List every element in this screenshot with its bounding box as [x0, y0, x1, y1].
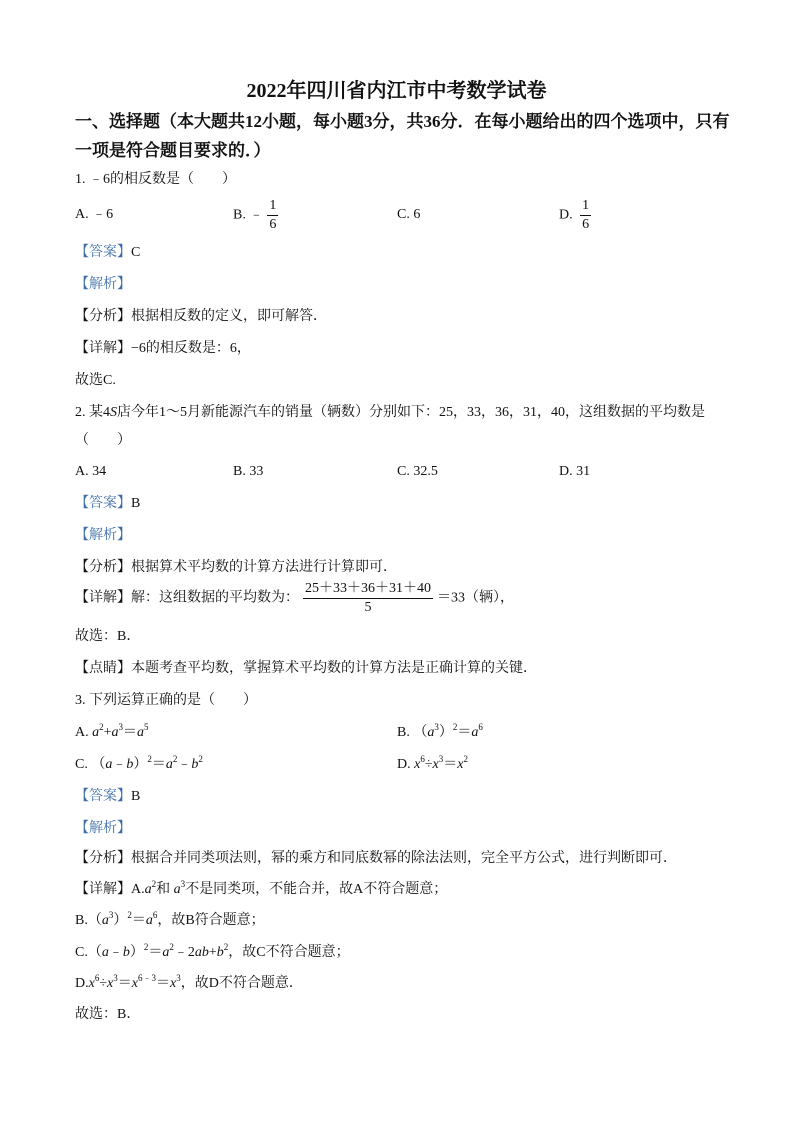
text: A.: [75, 725, 93, 740]
text-line: [75, 819, 131, 839]
text: 3. 下列运算正确的是（ ）: [75, 693, 257, 708]
fraction: [303, 580, 433, 617]
text: ﹣: [177, 757, 192, 772]
text-line: [75, 558, 397, 578]
fraction-numerator: 1: [580, 197, 591, 216]
exponent: 2: [99, 722, 104, 732]
text-line: [75, 403, 705, 423]
exponent: 2: [143, 942, 149, 952]
text: C. （: [75, 757, 106, 772]
text: ﹣2: [173, 945, 195, 960]
text-line: [75, 880, 447, 900]
math-variable: b: [191, 757, 199, 772]
math-variable: b: [216, 945, 224, 960]
text-line: [75, 787, 140, 807]
exponent: 2: [169, 942, 174, 952]
text: ＝: [457, 725, 472, 740]
math-variable: a: [162, 945, 170, 960]
text: ﹣: [112, 757, 127, 772]
section-heading-line-2: 一项是符合题目要求的．）: [75, 141, 271, 160]
answer-option: [397, 462, 438, 482]
exponent: 2: [463, 754, 468, 764]
math-variable: x: [457, 757, 464, 772]
section-heading-line-1: 一、选择题（本大题共12小题，每小题3分，共36分．在每小题给出的四个选项中，只有: [75, 112, 730, 131]
math-variable: a: [173, 882, 181, 897]
text: B.（: [75, 913, 102, 928]
text: +: [103, 725, 112, 740]
math-variable: a: [105, 757, 113, 772]
section-label: 【答案】: [75, 245, 131, 260]
math-variable: ab: [194, 945, 209, 960]
exponent: 2: [172, 754, 178, 764]
text: 【详解】A.: [75, 882, 145, 897]
text-line: [75, 526, 131, 546]
text: A. ﹣6: [75, 207, 114, 222]
text: ）: [129, 945, 144, 960]
math-variable: a: [144, 882, 152, 897]
answer-option: [233, 462, 263, 482]
text: ＝: [443, 757, 458, 772]
text: ＝: [123, 725, 138, 740]
text-line: [75, 1005, 140, 1025]
text: D.: [397, 757, 415, 772]
text: ＝: [151, 757, 166, 772]
text: 【分析】根据相反数的定义，即可解答．: [75, 309, 327, 324]
text: C. 6: [397, 207, 421, 222]
math-variable: b: [126, 757, 134, 772]
text: 不是同类项，不能合并，故A不符合题意；: [185, 882, 448, 897]
text-line: [75, 580, 514, 617]
text-line: [75, 849, 677, 869]
exponent: 3: [118, 722, 124, 732]
text: 【点睛】本题考查平均数，掌握算术平均数的计算方法是正确计算的关键．: [75, 661, 537, 676]
exponent: 3: [180, 879, 186, 889]
section-label: 【答案】: [75, 789, 131, 804]
exponent: 2: [452, 722, 458, 732]
text: A. 34: [75, 464, 107, 479]
fraction-numerator: 25＋33＋36＋31＋40: [303, 580, 433, 599]
text: B: [131, 496, 141, 511]
text: D.: [75, 976, 89, 991]
section-label: 【解析】: [75, 821, 131, 836]
math-variable: a: [101, 945, 109, 960]
text: ÷: [424, 757, 433, 772]
text-line: [75, 627, 140, 647]
text-line: [75, 371, 116, 391]
text: ＝: [131, 913, 146, 928]
math-variable: a: [427, 725, 435, 740]
fraction-denominator: 5: [364, 600, 372, 615]
text-line: [75, 275, 131, 295]
math-variable: x: [107, 976, 114, 991]
math-variable: a: [92, 725, 100, 740]
section-label: 【解析】: [75, 528, 131, 543]
math-variable: x: [131, 976, 138, 991]
exponent: 3: [176, 973, 181, 983]
text-line: [75, 943, 350, 963]
exponent: 3: [108, 910, 114, 920]
text: 1. ﹣6的相反数是（ ）: [75, 172, 236, 187]
text: ÷: [99, 976, 108, 991]
text: 故选：B．: [75, 1007, 141, 1022]
text: ＝33（辆），: [437, 590, 514, 606]
fraction-denominator: 6: [582, 217, 590, 232]
text: 2. 某4: [75, 405, 110, 420]
exponent: 6﹣3: [137, 973, 156, 983]
text: ，故D不符合题意．: [180, 976, 303, 991]
math-variable: a: [145, 913, 153, 928]
text: ）: [438, 725, 453, 740]
answer-option: [75, 462, 106, 482]
math-variable: x: [432, 757, 439, 772]
exponent: 5: [144, 722, 149, 732]
answer-option: [559, 197, 595, 234]
text: +: [208, 945, 217, 960]
exponent: 6: [420, 754, 425, 764]
text: 【详解】解：这组数据的平均数为：: [75, 590, 299, 606]
text-line: [75, 339, 251, 359]
text: （ ）: [75, 433, 131, 448]
fraction-numerator: 1: [267, 197, 278, 216]
text: ＝: [117, 976, 132, 991]
text: ，故C不符合题意；: [228, 945, 350, 960]
fraction-denominator: 6: [269, 217, 277, 232]
math-variable: a: [137, 725, 145, 740]
answer-option: [559, 462, 590, 482]
section-label: 【解析】: [75, 277, 131, 292]
exponent: 2: [127, 910, 132, 920]
exponent: 2: [198, 754, 203, 764]
math-variable: a: [111, 725, 119, 740]
text: ﹣: [108, 945, 123, 960]
text: 【分析】根据合并同类项法则，幂的乘方和同底数幂的除法法则，完全平方公式，进行判断即可．: [75, 851, 677, 866]
exponent: 6: [152, 910, 158, 920]
section-label: 【答案】: [75, 496, 131, 511]
text-line: [75, 911, 265, 931]
exponent: 6: [478, 722, 483, 732]
math-variable: b: [122, 945, 130, 960]
exponent: 3: [434, 722, 439, 732]
math-variable: a: [165, 757, 173, 772]
text-line: [75, 170, 236, 190]
page-title: 2022年四川省内江市中考数学试卷: [246, 80, 547, 102]
text-line: [75, 659, 537, 679]
exponent: 3: [113, 973, 118, 983]
fraction: [267, 197, 278, 234]
text: 和: [156, 882, 174, 897]
text: 店今年1～5月新能源汽车的销量（辆数）分别如下：25，33，36，31，40，这组数据的平均数是: [117, 405, 705, 420]
text-line: [75, 691, 257, 711]
text: C: [131, 245, 141, 260]
exponent: 2: [223, 942, 229, 952]
text: B. ﹣: [233, 207, 264, 223]
text-line: [75, 494, 140, 514]
text: 故选C.: [75, 373, 116, 388]
answer-option: [75, 723, 149, 743]
text: C.（: [75, 945, 102, 960]
text-line: [75, 974, 303, 994]
math-variable: x: [169, 976, 177, 991]
text: ＝: [148, 945, 163, 960]
answer-option: [397, 723, 483, 743]
exponent: 2: [151, 879, 157, 889]
text: ＝: [155, 976, 170, 991]
text: D. 31: [559, 464, 591, 479]
math-variable: x: [88, 976, 95, 991]
math-variable: S: [110, 405, 117, 420]
text: B. 33: [233, 464, 264, 479]
exponent: 2: [147, 754, 152, 764]
answer-option: [233, 197, 282, 234]
text: 【分析】根据算术平均数的计算方法进行计算即可．: [75, 560, 397, 575]
text: C. 32.5: [397, 464, 438, 479]
answer-option: [397, 205, 420, 225]
text-line: [75, 243, 140, 263]
answer-option: [397, 755, 468, 775]
exponent: 3: [438, 754, 444, 764]
text-line: [75, 307, 327, 327]
text: D.: [559, 207, 577, 223]
text: 【详解】−6的相反数是：6，: [75, 341, 251, 356]
exponent: 6: [94, 973, 100, 983]
math-variable: x: [414, 757, 421, 772]
math-variable: a: [101, 913, 109, 928]
text: ）: [113, 913, 128, 928]
text: 故选：B．: [75, 629, 141, 644]
answer-option: [75, 755, 203, 775]
text-line: [75, 431, 131, 451]
text: B: [131, 789, 141, 804]
text: ）: [133, 757, 148, 772]
math-variable: a: [471, 725, 479, 740]
fraction: [580, 197, 591, 234]
text: ，故B符合题意；: [157, 913, 265, 928]
text: B. （: [397, 725, 428, 740]
answer-option: [75, 205, 113, 225]
